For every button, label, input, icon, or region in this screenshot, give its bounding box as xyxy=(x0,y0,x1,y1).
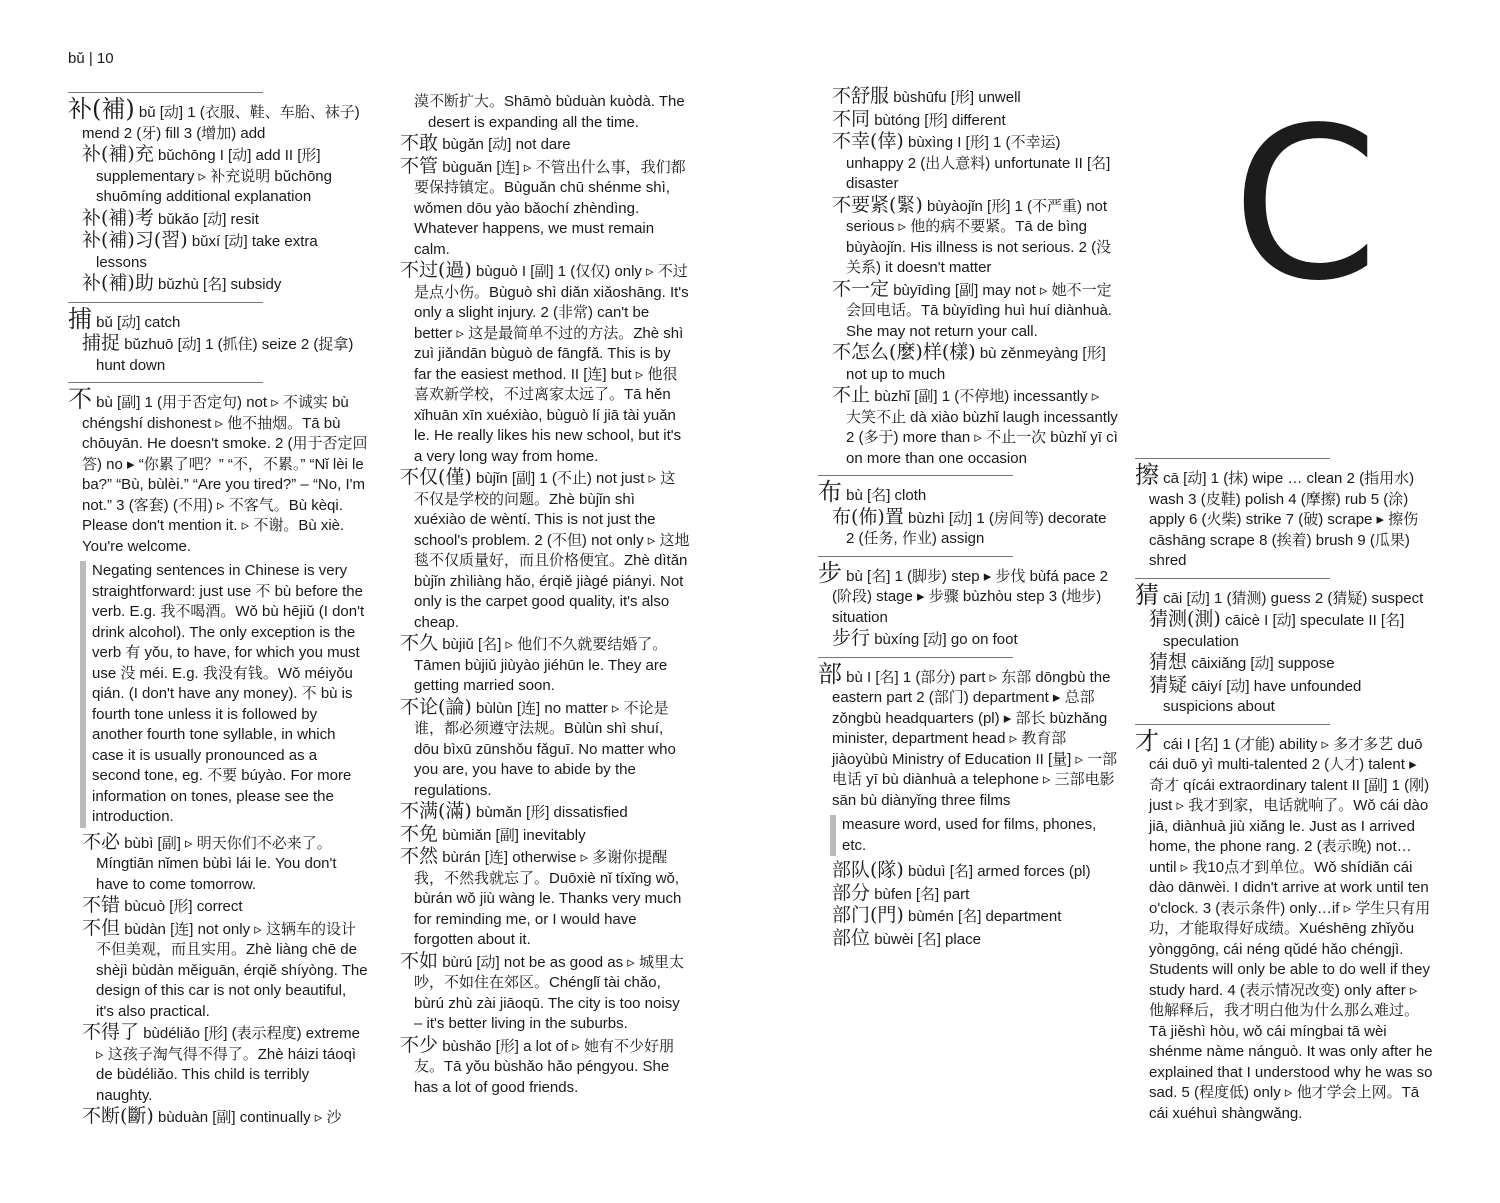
definition: bùguǎn [连] ▹ 不管出什么事，我们都要保持镇定。Bùguǎn chū shénme shì, wǒmen dōu yào bǎochí zhèndìng. Whatever happens, we must remain calm. xyxy=(414,158,686,258)
headword: 不断(斷) xyxy=(82,1105,154,1127)
subentry xyxy=(1135,675,1435,718)
definition: bùcuò [形] correct xyxy=(124,898,243,915)
definition: bùlùn [连] no matter ▹ 不论是谁，都必须遵守法规。Bùlùn shì shuí, dōu bìxū zūnshǒu fǎguī. No matter who you are, you have to abide by the regulations. xyxy=(414,699,676,799)
subentry xyxy=(818,385,1118,469)
headword: 不舒服 xyxy=(832,85,890,107)
definition: cāixiǎng [动] suppose xyxy=(1191,655,1335,672)
headword: 不久 xyxy=(400,632,439,654)
divider xyxy=(818,556,1013,557)
headword: 布 xyxy=(818,478,842,506)
definition: bùyīdìng [副] may not ▹ 她不一定会回电话。Tā bùyīdìng huì huí diànhuà. She may not return your call. xyxy=(846,281,1112,340)
definition: bùmiǎn [副] inevitably xyxy=(442,826,586,844)
continuation: 漠不断扩大。Shāmò bùduàn kuòdà. The desert is expanding all the time. xyxy=(414,93,685,131)
definition: bùmén [名] department xyxy=(908,908,1062,925)
definition: cāiyí [动] have unfounded suspicions about xyxy=(1163,677,1362,715)
headword: 补(補)充 xyxy=(82,143,154,165)
headword: 不少 xyxy=(400,1033,439,1056)
subentry xyxy=(1135,609,1435,652)
divider xyxy=(818,657,1013,658)
subentry xyxy=(68,895,368,918)
entry xyxy=(818,558,1118,629)
divider xyxy=(1135,578,1330,579)
entry xyxy=(400,467,690,633)
subentry xyxy=(68,333,368,376)
headword: 猜疑 xyxy=(1149,673,1188,696)
definition: cāi [动] 1 (猜测) guess 2 (猜疑) suspect xyxy=(1163,589,1424,607)
headword: 才 xyxy=(1135,726,1159,755)
entry xyxy=(400,633,690,697)
definition: bùyàojǐn [形] 1 (不严重) not serious ▹ 他的病不要紧。Tā de bìng bùyàojǐn. His illness is not serious. 2 (没关系) it doesn't matter xyxy=(846,197,1112,276)
headword: 不论(論) xyxy=(400,695,472,718)
column-1 xyxy=(68,86,368,1129)
entry xyxy=(400,133,690,156)
subentry xyxy=(68,1022,368,1106)
subentry xyxy=(1135,652,1435,675)
headword: 部门(門) xyxy=(832,904,904,926)
divider xyxy=(1135,724,1330,725)
subentry xyxy=(818,86,1118,109)
headword: 不 xyxy=(68,385,92,413)
subentry xyxy=(68,832,368,896)
entry-bu-catch xyxy=(68,304,368,334)
entry xyxy=(400,846,690,951)
running-head: bǔ | 10 xyxy=(68,50,114,67)
section-letter: C xyxy=(1232,82,1379,327)
definition: cái I [名] 1 (才能) ability ▹ 多才多艺 duō cái duō yì multi-talented 2 (人才) talent ▸ 奇才 qícái extraordinary talent II [副] 1 (刚) just ▹ 我才到家，电话就响了。Wǒ cái dào jiā, diànhuà jiù xiǎng le. Just as I arrived home, the phone rang. 2 (表示晚) not…until ▹ 我10点才到单位。Wǒ shídiǎn cái dào dānwèi. I didn't arrive at work until ten o'clock. 3 (表示条件) only…if ▹ 学生只有用功，才能取得好成绩。Xuéshēng zhǐyǒu yònggōng, cái néng qǔdé hǎo chéngjì. Students will only be able to do well if they study hard. 4 (表示情况改变) only after ▹ 他解释后，我才明白他为什么那么难过。Tā jiěshì hòu, wǒ cái míngbai tā wèi shénme nàme nánguò. It was only after he explained that I understood why he was so sad. 5 (程度低) only ▹ 他才学会上网。Tā cái xuéhuì shàngwǎng. xyxy=(1149,735,1433,1122)
definition: bùjǐn [副] 1 (不止) not just ▹ 这不仅是学校的问题。Zhè bùjǐn shì xuéxiào de wèntí. This is not just the school's problem. 2 (不但) not only ▹ 这地毯不仅质量好，而且价格便宜。Zhè dìtǎn bùjǐn zhìliàng hǎo, érqiě jiàgé piányi. Not only is the carpet good quality, it's also cheap. xyxy=(414,470,690,631)
headword: 不但 xyxy=(82,916,121,939)
headword: 不然 xyxy=(400,845,439,867)
definition: bù [副] 1 (用于否定句) not ▹ 不诚实 bù chéngshí dishonest ▹ 他不抽烟。Tā bù chōuyān. He doesn't smoke. 2 (用于否定回答) no ▸ “你累了吧？” “不，不累。” “Nǐ lèi le ba?” “Bù, bùlèi.” “Are you tired?” – “No, I'm not.” 3 (客套) (不用) ▹ 不客气。Bù kèqi. Please don't mention it. ▹ 不谢。Bù xiè. You're welcome. xyxy=(82,394,368,555)
headword: 步行 xyxy=(832,627,871,649)
subentry xyxy=(818,131,1118,195)
subentry xyxy=(818,883,1118,906)
subentry xyxy=(818,928,1118,951)
entry-bu-not xyxy=(68,385,368,557)
definition: cāicè I [动] speculate II [名] speculation xyxy=(1163,612,1405,650)
entry xyxy=(400,260,690,467)
divider xyxy=(1135,458,1330,459)
definition: bǔxí [动] take extra lessons xyxy=(96,233,318,271)
entry xyxy=(1135,726,1435,1125)
definition: bùrán [连] otherwise ▹ 多谢你提醒我，不然我就忘了。Duōxiè nǐ tíxǐng wǒ, bùrán wǒ jiù wàng le. Thanks very much for reminding me, or I would have forgotten about it. xyxy=(414,849,682,948)
headword: 布(佈)置 xyxy=(832,505,904,528)
subentry xyxy=(818,109,1118,132)
headword: 不要紧(緊) xyxy=(832,193,923,216)
definition: bùduàn [副] continually ▹ 沙 xyxy=(158,1109,342,1126)
headword: 补(補)助 xyxy=(82,272,154,294)
definition: bùxìng I [形] 1 (不幸运) unhappy 2 (出人意料) unfortunate II [名] disaster xyxy=(846,134,1111,192)
subentry xyxy=(68,273,368,296)
headword: 部分 xyxy=(832,881,871,904)
definition: bùfen [名] part xyxy=(874,885,970,903)
definition: bù [名] cloth xyxy=(846,487,927,504)
divider xyxy=(818,475,1013,476)
headword: 擦 xyxy=(1135,461,1159,489)
definition: bùguò I [副] 1 (仅仅) only ▹ 不过是点小伤。Bùguò shì diǎn xiǎoshāng. It's only a slight injury. 2 (非常) can't be better ▹ 这是最简单不过的方法。Zhè shì zuì jiǎndān bùguò de fāngfǎ. This is by far the easiest method. II [连] but ▹ 他很喜欢新学校，不过离家太远了。Tā hěn xǐhuān xīn xuéxiào, bùguò lí jiā tài yuǎn le. He really likes his new school, but it's a very long way from home. xyxy=(414,263,689,465)
divider xyxy=(68,92,263,93)
definition: bùshǎo [形] a lot of ▹ 她有不少好朋友。Tā yǒu bùshǎo hǎo péngyou. She has a lot of good friends. xyxy=(414,1037,674,1096)
definition: bùdéliǎo [形] (表示程度) extreme ▹ 这孩子淘气得不得了。Zhè háizi táoqì de bùdéliǎo. This child is terribly naughty. xyxy=(96,1025,360,1104)
entry xyxy=(818,659,1118,812)
definition: bùtóng [形] different xyxy=(874,111,1006,129)
entry xyxy=(1135,580,1435,610)
headword: 不管 xyxy=(400,154,439,177)
headword: 不必 xyxy=(82,830,121,853)
headword: 不得了 xyxy=(82,1021,140,1043)
definition: bǔkǎo [动] resit xyxy=(158,210,259,228)
subentry xyxy=(68,230,368,273)
headword: 不敢 xyxy=(400,132,439,154)
headword: 不免 xyxy=(400,822,439,845)
definition: bù I [名] 1 (部分) part ▹ 东部 dōngbù the eastern part 2 (部门) department ▸ 总部 zǒngbù headquarters (pl) ▸ 部长 bùzhǎng minister, department head ▹ 教育部 jiàoyùbù Ministry of Education II [量] ▹ 一部电话 yī bù diànhuà a telephone ▹ 三部电影 sān bù diànyǐng three films xyxy=(832,668,1118,809)
definition: bùxíng [动] go on foot xyxy=(874,631,1018,648)
headword: 不幸(倖) xyxy=(832,130,904,152)
entry xyxy=(1135,461,1435,572)
definition: bù zěnmeyàng [形] not up to much xyxy=(846,345,1106,383)
definition: bùzhì [动] 1 (房间等) decorate 2 (任务, 作业) assign xyxy=(846,509,1107,547)
column-2 xyxy=(400,92,690,1098)
divider xyxy=(68,302,263,303)
definition: bùzhǐ [副] 1 (不停地) incessantly ▹ 大笑不止 dà xiào bùzhǐ laugh incessantly 2 (多于) more than ▹ 不止一次 bùzhǐ yī cì on more than one occasion xyxy=(846,388,1118,467)
definition: bùjiǔ [名] ▹ 他们不久就要结婚了。Tāmen bùjiǔ jiùyào jiéhūn le. They are getting married soon. xyxy=(414,636,668,694)
entry xyxy=(400,1035,690,1099)
definition: bùmǎn [形] dissatisfied xyxy=(476,804,628,821)
headword: 猜想 xyxy=(1149,651,1188,673)
headword: 部位 xyxy=(832,926,871,949)
headword: 不止 xyxy=(832,384,871,406)
subentry xyxy=(818,905,1118,928)
definition: bǔ [动] 1 (衣服、鞋、车胎、袜子) mend 2 (牙) fill 3 (增加) add xyxy=(82,104,360,142)
headword: 猜 xyxy=(1135,580,1159,609)
headword: 补(補)习(習) xyxy=(82,229,188,251)
subentry xyxy=(818,628,1118,651)
headword: 捕捉 xyxy=(82,332,121,354)
definition: bǔ [动] catch xyxy=(96,313,181,331)
headword: 不怎么(麼)样(樣) xyxy=(832,341,976,363)
headword: 补(補) xyxy=(68,95,135,123)
subentry xyxy=(818,279,1118,343)
subentry xyxy=(818,507,1118,550)
column-3 xyxy=(818,86,1118,950)
headword: 不仅(僅) xyxy=(400,466,472,488)
subentry xyxy=(818,195,1118,279)
definition: bù [名] 1 (脚步) step ▸ 步伐 bùfá pace 2 (阶段) stage ▸ 步骤 bùzhòu step 3 (地步) situation xyxy=(832,567,1108,626)
entry xyxy=(400,801,690,824)
subentry xyxy=(818,342,1118,385)
headword: 不满(滿) xyxy=(400,800,472,822)
definition: bùdàn [连] not only ▹ 这辆车的设计不但美观，而且实用。Zhè liàng chē de shèjì bùdàn měiguān, érqiě shíyòng. The design of this car is not only beautiful, it's also practical. xyxy=(96,920,368,1020)
definition: bùwèi [名] place xyxy=(874,930,981,948)
headword: 捕 xyxy=(68,304,92,333)
subentry xyxy=(68,918,368,1023)
definition: bùduì [名] armed forces (pl) xyxy=(908,863,1091,880)
subentry xyxy=(68,208,368,231)
entry xyxy=(400,697,690,802)
headword: 不如 xyxy=(400,949,439,972)
divider xyxy=(68,382,263,383)
definition: bùrú [动] not be as good as ▹ 城里太吵，不如住在郊区。Chénglǐ tài chǎo, bùrú zhù zài jiāoqū. The city is too noisy – it's better living in the suburbs. xyxy=(414,953,685,1032)
headword: 不过(過) xyxy=(400,259,472,281)
definition: bùbì [副] ▹ 明天你们不必来了。Míngtiān nǐmen bùbì lái le. You don't have to come tomorrow. xyxy=(96,834,337,893)
usage-note: measure word, used for films, phones, etc. xyxy=(830,815,1118,856)
definition: bǔzhuō [动] 1 (抓住) seize 2 (捉拿) hunt down xyxy=(96,336,354,374)
entry xyxy=(818,478,1118,507)
usage-note: Negating sentences in Chinese is very straightforward: just use 不 bù before the verb. E.g. 我不喝酒。Wǒ bù hējiǔ (I don't drink alcohol). The only exception is the verb 有 yǒu, to have, for which you must use 没 méi. E.g. 我没有钱。Wǒ méiyǒu qián. (I don't have any money). 不 bù is fourth tone unless it is followed by another fourth tone syllable, in which case it is usually pronounced as a second tone, eg. 不要 búyào. For more information on tones, please see the introduction. xyxy=(80,561,368,828)
entry-bu-mend xyxy=(68,95,368,144)
headword: 步 xyxy=(818,558,842,587)
entry xyxy=(400,824,690,847)
definition: bùshūfu [形] unwell xyxy=(893,89,1021,106)
definition: cā [动] 1 (抹) wipe … clean 2 (指用水) wash 3 (皮鞋) polish 4 (摩擦) rub 5 (涂) apply 6 (火柴) strike 7 (破) scrape ▸ 擦伤 cāshāng scrape 8 (挨着) brush 9 (瓜果) shred xyxy=(1149,470,1419,569)
headword: 不同 xyxy=(832,107,871,130)
definition: bǔchōng I [动] add II [形] supplementary ▹ 补充说明 bǔchōng shuōmíng additional explanation xyxy=(96,147,332,205)
headword: 猜测(測) xyxy=(1149,608,1221,630)
headword: 不一定 xyxy=(832,277,890,300)
headword: 部队(隊) xyxy=(832,859,904,881)
headword: 不错 xyxy=(82,894,121,916)
subentry xyxy=(68,144,368,208)
subentry xyxy=(818,860,1118,883)
subentry xyxy=(68,1106,368,1129)
column-4 xyxy=(1135,452,1435,1124)
entry xyxy=(400,156,690,261)
headword: 补(補)考 xyxy=(82,206,154,229)
headword: 部 xyxy=(818,659,842,688)
entry xyxy=(400,951,690,1035)
definition: bùgǎn [动] not dare xyxy=(442,136,571,153)
definition: bǔzhù [名] subsidy xyxy=(158,276,282,293)
